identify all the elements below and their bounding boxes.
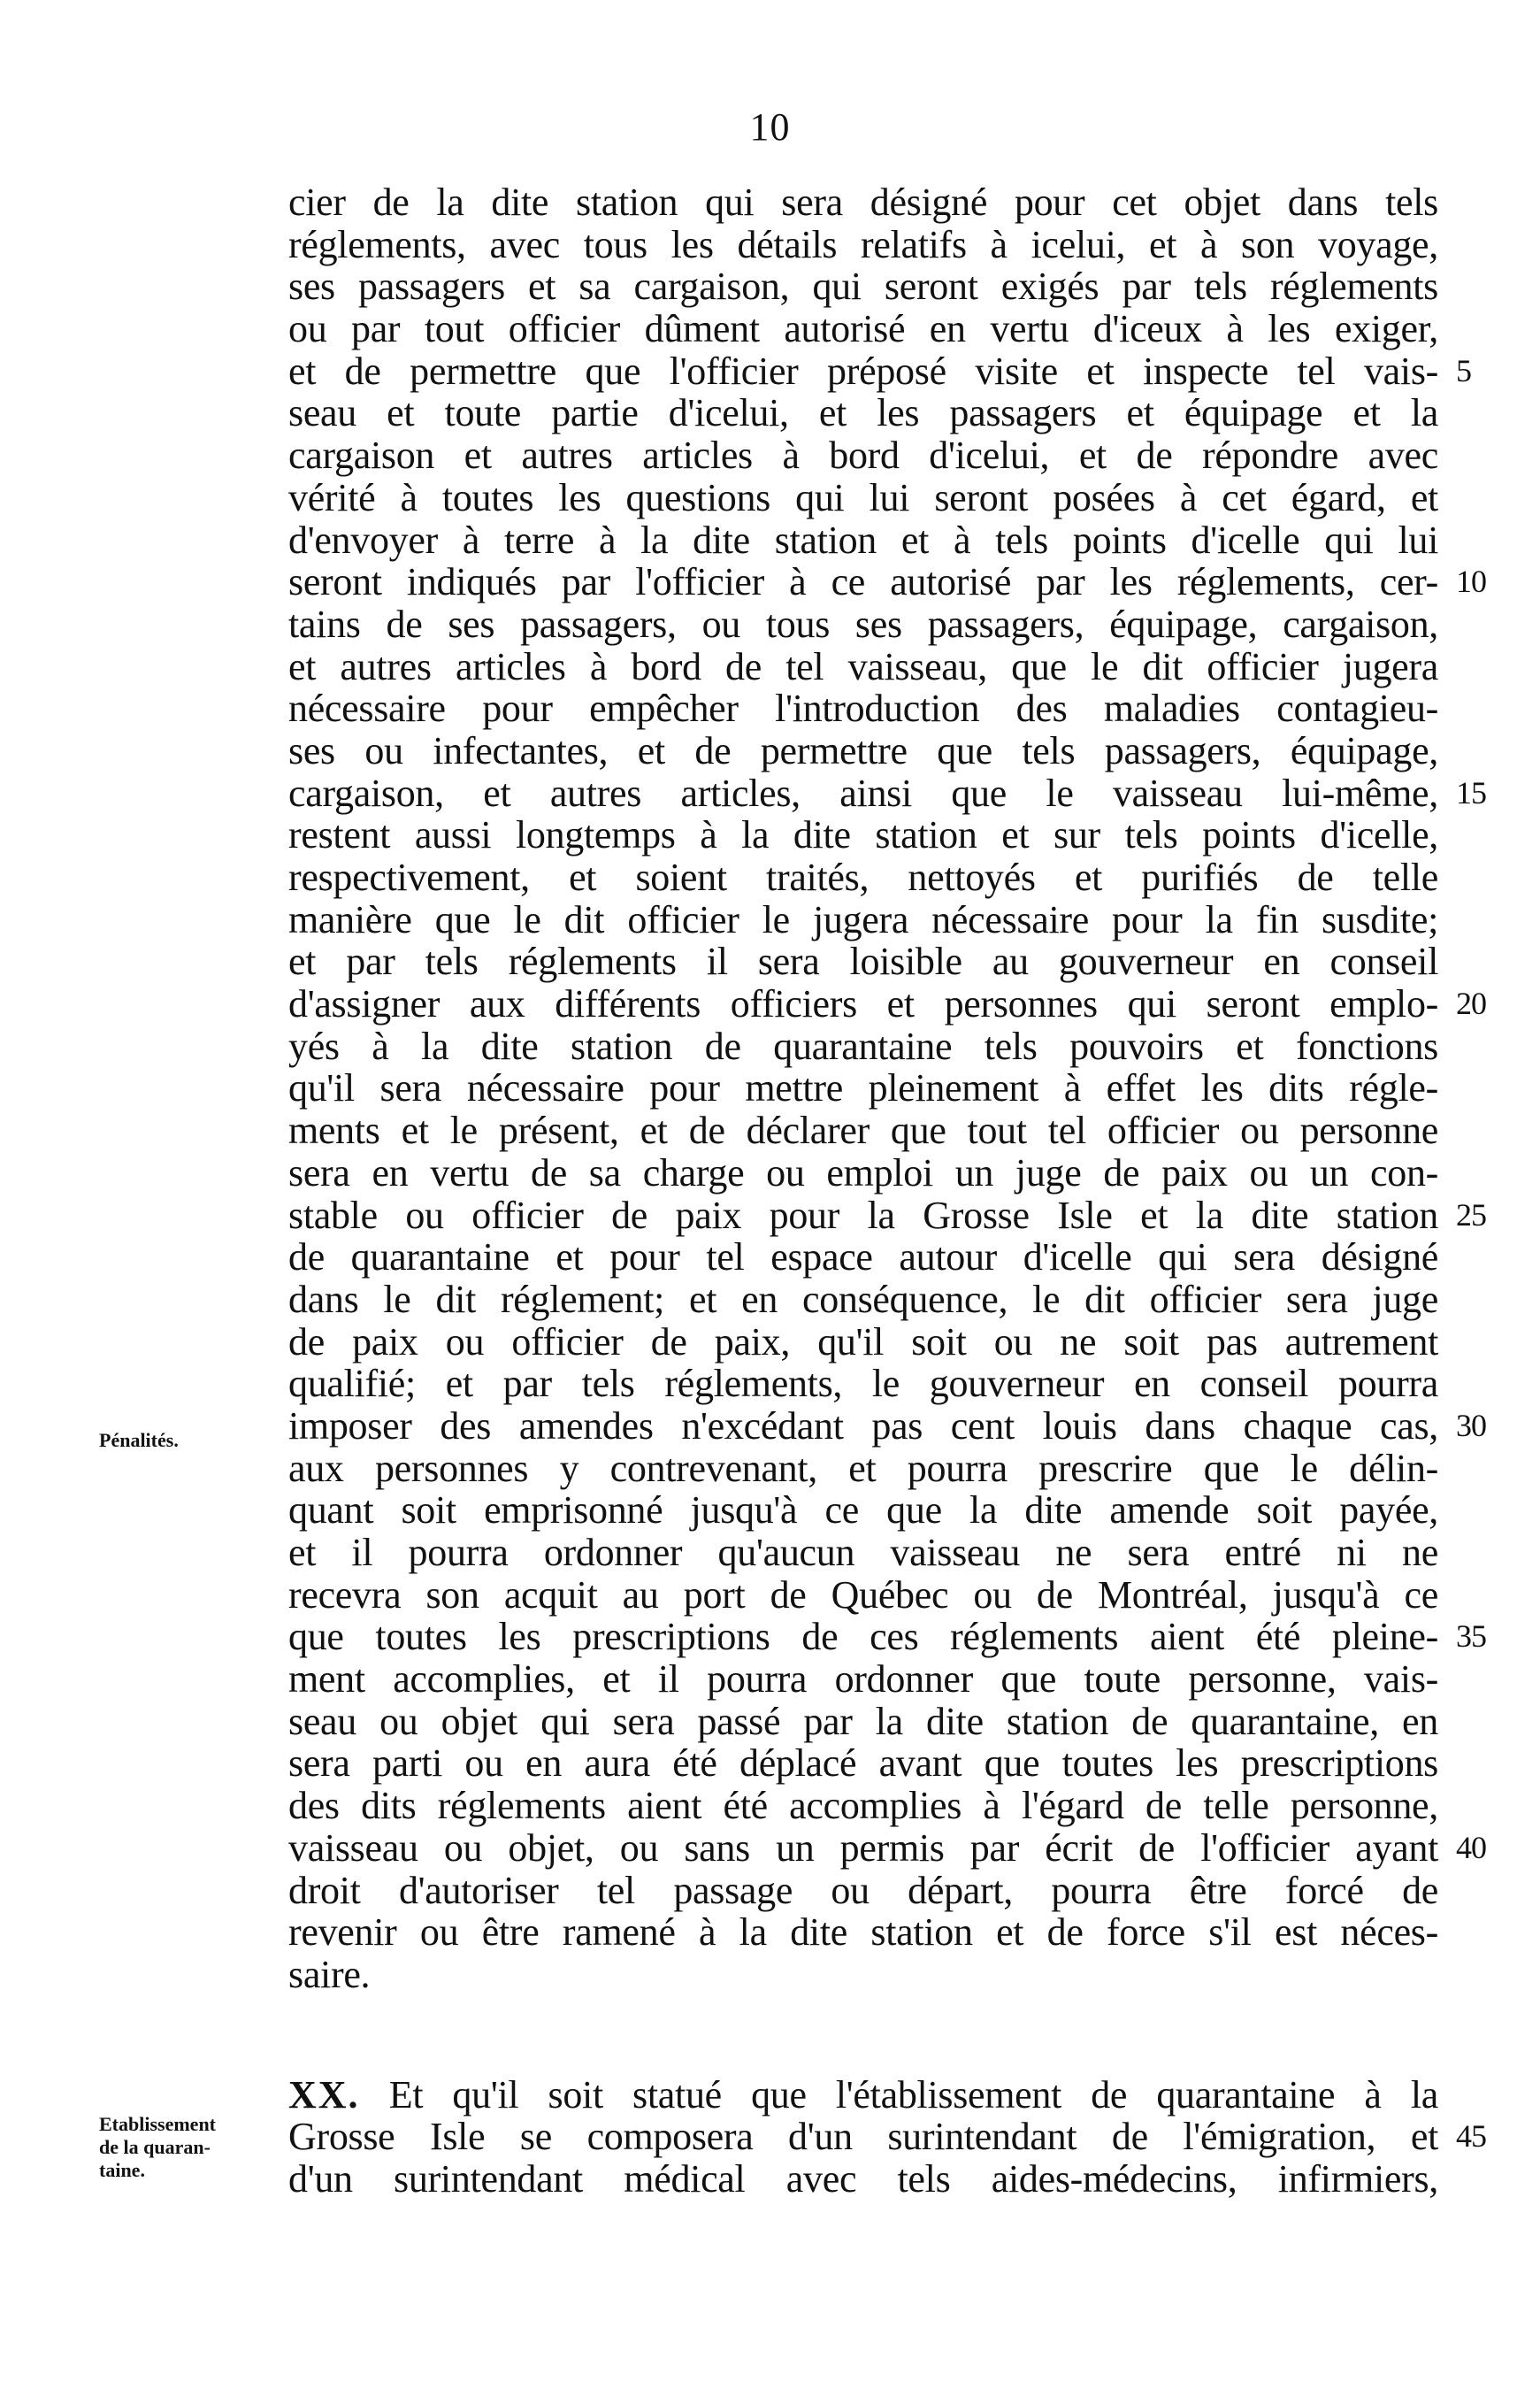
text-line: [288, 771, 1486, 815]
line-text: revenir ou être ramené à la dite station et de force s'il est néces-: [288, 1910, 1438, 1955]
line-text: imposer des amendes n'excédant pas cent louis dans chaque cas,: [288, 1403, 1438, 1448]
line-text: et autres articles à bord de tel vaisseau, que le dit officier jugera: [288, 644, 1438, 688]
text-line: [288, 2115, 1486, 2159]
text-line: [288, 1615, 1486, 1659]
text-line: [288, 477, 1438, 519]
text-line: [288, 603, 1438, 646]
text-line: [288, 857, 1438, 899]
line-number: 30: [1456, 1407, 1486, 1443]
line-text: vérité à toutes les questions qui lui seront posées à cet égard, et: [288, 475, 1438, 519]
text-line: [288, 434, 1438, 477]
line-text: seau ou objet qui sera passé par la dite station de quarantaine, en: [288, 1699, 1438, 1743]
line-text: seront indiqués par l'officier à ce autorisé par les réglements, cer-: [288, 560, 1438, 604]
line-text: tains de ses passagers, ou tous ses passagers, équipage, cargaison,: [288, 602, 1438, 646]
text-line: [288, 1954, 1438, 1996]
margin-note-etablissement: [99, 2113, 216, 2182]
line-number: 35: [1456, 1618, 1486, 1655]
text-line: [288, 1236, 1438, 1279]
line-text: cargaison et autres articles à bord d'icelui, et de répondre avec: [288, 434, 1438, 478]
line-text: stable ou officier de paix pour la Grosse Isle et la dite station: [288, 1193, 1438, 1237]
line-number: 40: [1456, 1829, 1486, 1865]
text-line: [288, 1825, 1486, 1870]
line-text: aux personnes y contrevenant, et pourra prescrire que le délin-: [288, 1446, 1438, 1490]
line-text: ments et le présent, et de déclarer que tout tel officier ou personne: [288, 1109, 1438, 1153]
line-text: et de permettre que l'officier préposé visite et inspecte tel vais-: [288, 349, 1438, 393]
text-line: [288, 1152, 1438, 1195]
line-number: 15: [1456, 774, 1486, 811]
text-line: [288, 1026, 1438, 1068]
text-line: [288, 1403, 1486, 1448]
text-line: [288, 1321, 1438, 1364]
margin-note-line: Etablissement: [99, 2113, 216, 2135]
text-line: [288, 814, 1438, 857]
text-line: [288, 1870, 1438, 1912]
line-text: seau et toute partie d'icelui, et les passagers et équipage et la: [288, 391, 1438, 435]
text-line: [288, 560, 1486, 604]
text-line: [288, 1489, 1438, 1532]
text-line: [288, 1701, 1438, 1743]
margin-note-line: de la quaran-: [99, 2136, 211, 2158]
margin-note-penalites: Pénalités.: [99, 1429, 179, 1451]
text-line: [288, 899, 1438, 941]
line-text: vaisseau ou objet, ou sans un permis par écrit de l'officier ayant: [288, 1825, 1438, 1870]
text-line: [288, 392, 1438, 434]
text-line: [288, 688, 1438, 730]
text-line: [288, 982, 1486, 1026]
line-text: yés à la dite station de quarantaine tels pouvoirs et fonctions: [288, 1024, 1438, 1068]
text-line: [288, 1658, 1438, 1701]
line-text: réglements, avec tous les détails relatifs à icelui, et à son voyage,: [288, 222, 1438, 266]
text-line: [288, 1574, 1438, 1617]
line-number: 10: [1456, 564, 1486, 600]
text-line: [288, 1110, 1438, 1152]
line-text: de quarantaine et pour tel espace autour d'icelle qui sera désigné: [288, 1235, 1438, 1279]
line-text: respectivement, et soient traités, nettoyés et purifiés de telle: [288, 856, 1438, 899]
text-line: [288, 1193, 1486, 1237]
line-number: 5: [1456, 352, 1471, 388]
section-heading: XX.: [288, 2072, 360, 2117]
line-text: cier de la dite station qui sera désigné pour cet objet dans tels: [288, 181, 1438, 224]
text-line: [288, 519, 1438, 562]
text-line: [288, 308, 1438, 350]
line-text: restent aussi longtemps à la dite station et sur tels points d'icelle,: [288, 813, 1438, 857]
line-text: et par tels réglements il sera loisible au gouverneur en conseil: [288, 940, 1438, 984]
line-text: d'un surintendant médical avec tels aides-médecins, infirmiers,: [288, 2156, 1438, 2201]
line-text: d'envoyer à terre à la dite station et à tels points d'icelle qui lui: [288, 518, 1438, 562]
line-text: ou par tout officier dûment autorisé en vertu d'iceux à les exiger,: [288, 307, 1438, 351]
line-text: nécessaire pour empêcher l'introduction des maladies contagieu-: [288, 687, 1438, 731]
text-line: [288, 224, 1438, 266]
line-text: droit d'autoriser tel passage ou départ, pourra être forcé de: [288, 1868, 1438, 1912]
text-line: [288, 1279, 1438, 1321]
text-line: [288, 1067, 1438, 1110]
line-text: ses passagers et sa cargaison, qui seront exigés par tels réglements: [288, 265, 1438, 309]
text-line: [288, 1448, 1438, 1490]
line-text: Et qu'il soit statué que l'établissement de quarantaine à la: [359, 2072, 1438, 2117]
text-line: [288, 1911, 1438, 1954]
text-line: [288, 265, 1438, 308]
line-text: des dits réglements aient été accomplies à l'égard de telle personne,: [288, 1784, 1438, 1828]
text-line: [288, 941, 1438, 983]
text-line: [288, 646, 1438, 688]
text-line: [288, 181, 1438, 224]
line-text: que toutes les prescriptions de ces réglements aient été pleine-: [288, 1615, 1438, 1659]
page-number: 10: [749, 105, 791, 149]
line-text: ment accomplies, et il pourra ordonner que toute personne, vais-: [288, 1657, 1438, 1702]
section-xx-first-line: [288, 2074, 1438, 2117]
line-text: de paix ou officier de paix, qu'il soit ou ne soit pas autrement: [288, 1319, 1438, 1364]
line-text: Grosse Isle se composera d'un surintendant de l'émigration, et: [288, 2115, 1438, 2159]
line-text: sera parti ou en aura été déplacé avant que toutes les prescriptions: [288, 1741, 1438, 1786]
line-text: et il pourra ordonner qu'aucun vaisseau ne sera entré ni ne: [288, 1531, 1438, 1574]
line-text: dans le dit réglement; et en conséquence, le dit officier sera juge: [288, 1277, 1438, 1321]
text-line: [288, 1363, 1438, 1405]
text-line: [288, 1742, 1438, 1785]
line-text: qu'il sera nécessaire pour mettre pleinement à effet les dits régle-: [288, 1066, 1438, 1110]
line-number: 45: [1456, 2118, 1486, 2155]
line-text: qualifié; et par tels réglements, le gouverneur en conseil pourra: [288, 1362, 1438, 1406]
line-text: cargaison, et autres articles, ainsi que le vaisseau lui-même,: [288, 771, 1438, 815]
line-text: ses ou infectantes, et de permettre que tels passagers, équipage,: [288, 728, 1438, 772]
line-number: 25: [1456, 1196, 1486, 1233]
text-line: [288, 1785, 1438, 1827]
line-text: manière que le dit officier le jugera nécessaire pour la fin susdite;: [288, 897, 1438, 941]
text-line: [288, 730, 1438, 772]
line-number: 20: [1456, 986, 1486, 1022]
line-text: recevra son acquit au port de Québec ou de Montréal, jusqu'à ce: [288, 1572, 1438, 1617]
line-text: saire.: [288, 1952, 371, 1996]
line-text: sera en vertu de sa charge ou emploi un juge de paix ou un con-: [288, 1150, 1438, 1195]
text-line: [288, 349, 1471, 393]
body-text: [288, 181, 1486, 2201]
margin-note-line: taine.: [99, 2159, 145, 2181]
line-text: quant soit emprisonné jusqu'à ce que la dite amende soit payée,: [288, 1488, 1438, 1533]
text-line: [288, 1532, 1438, 1574]
text-line: [288, 2158, 1438, 2201]
line-text: d'assigner aux différents officiers et personnes qui seront emplo-: [288, 982, 1438, 1026]
